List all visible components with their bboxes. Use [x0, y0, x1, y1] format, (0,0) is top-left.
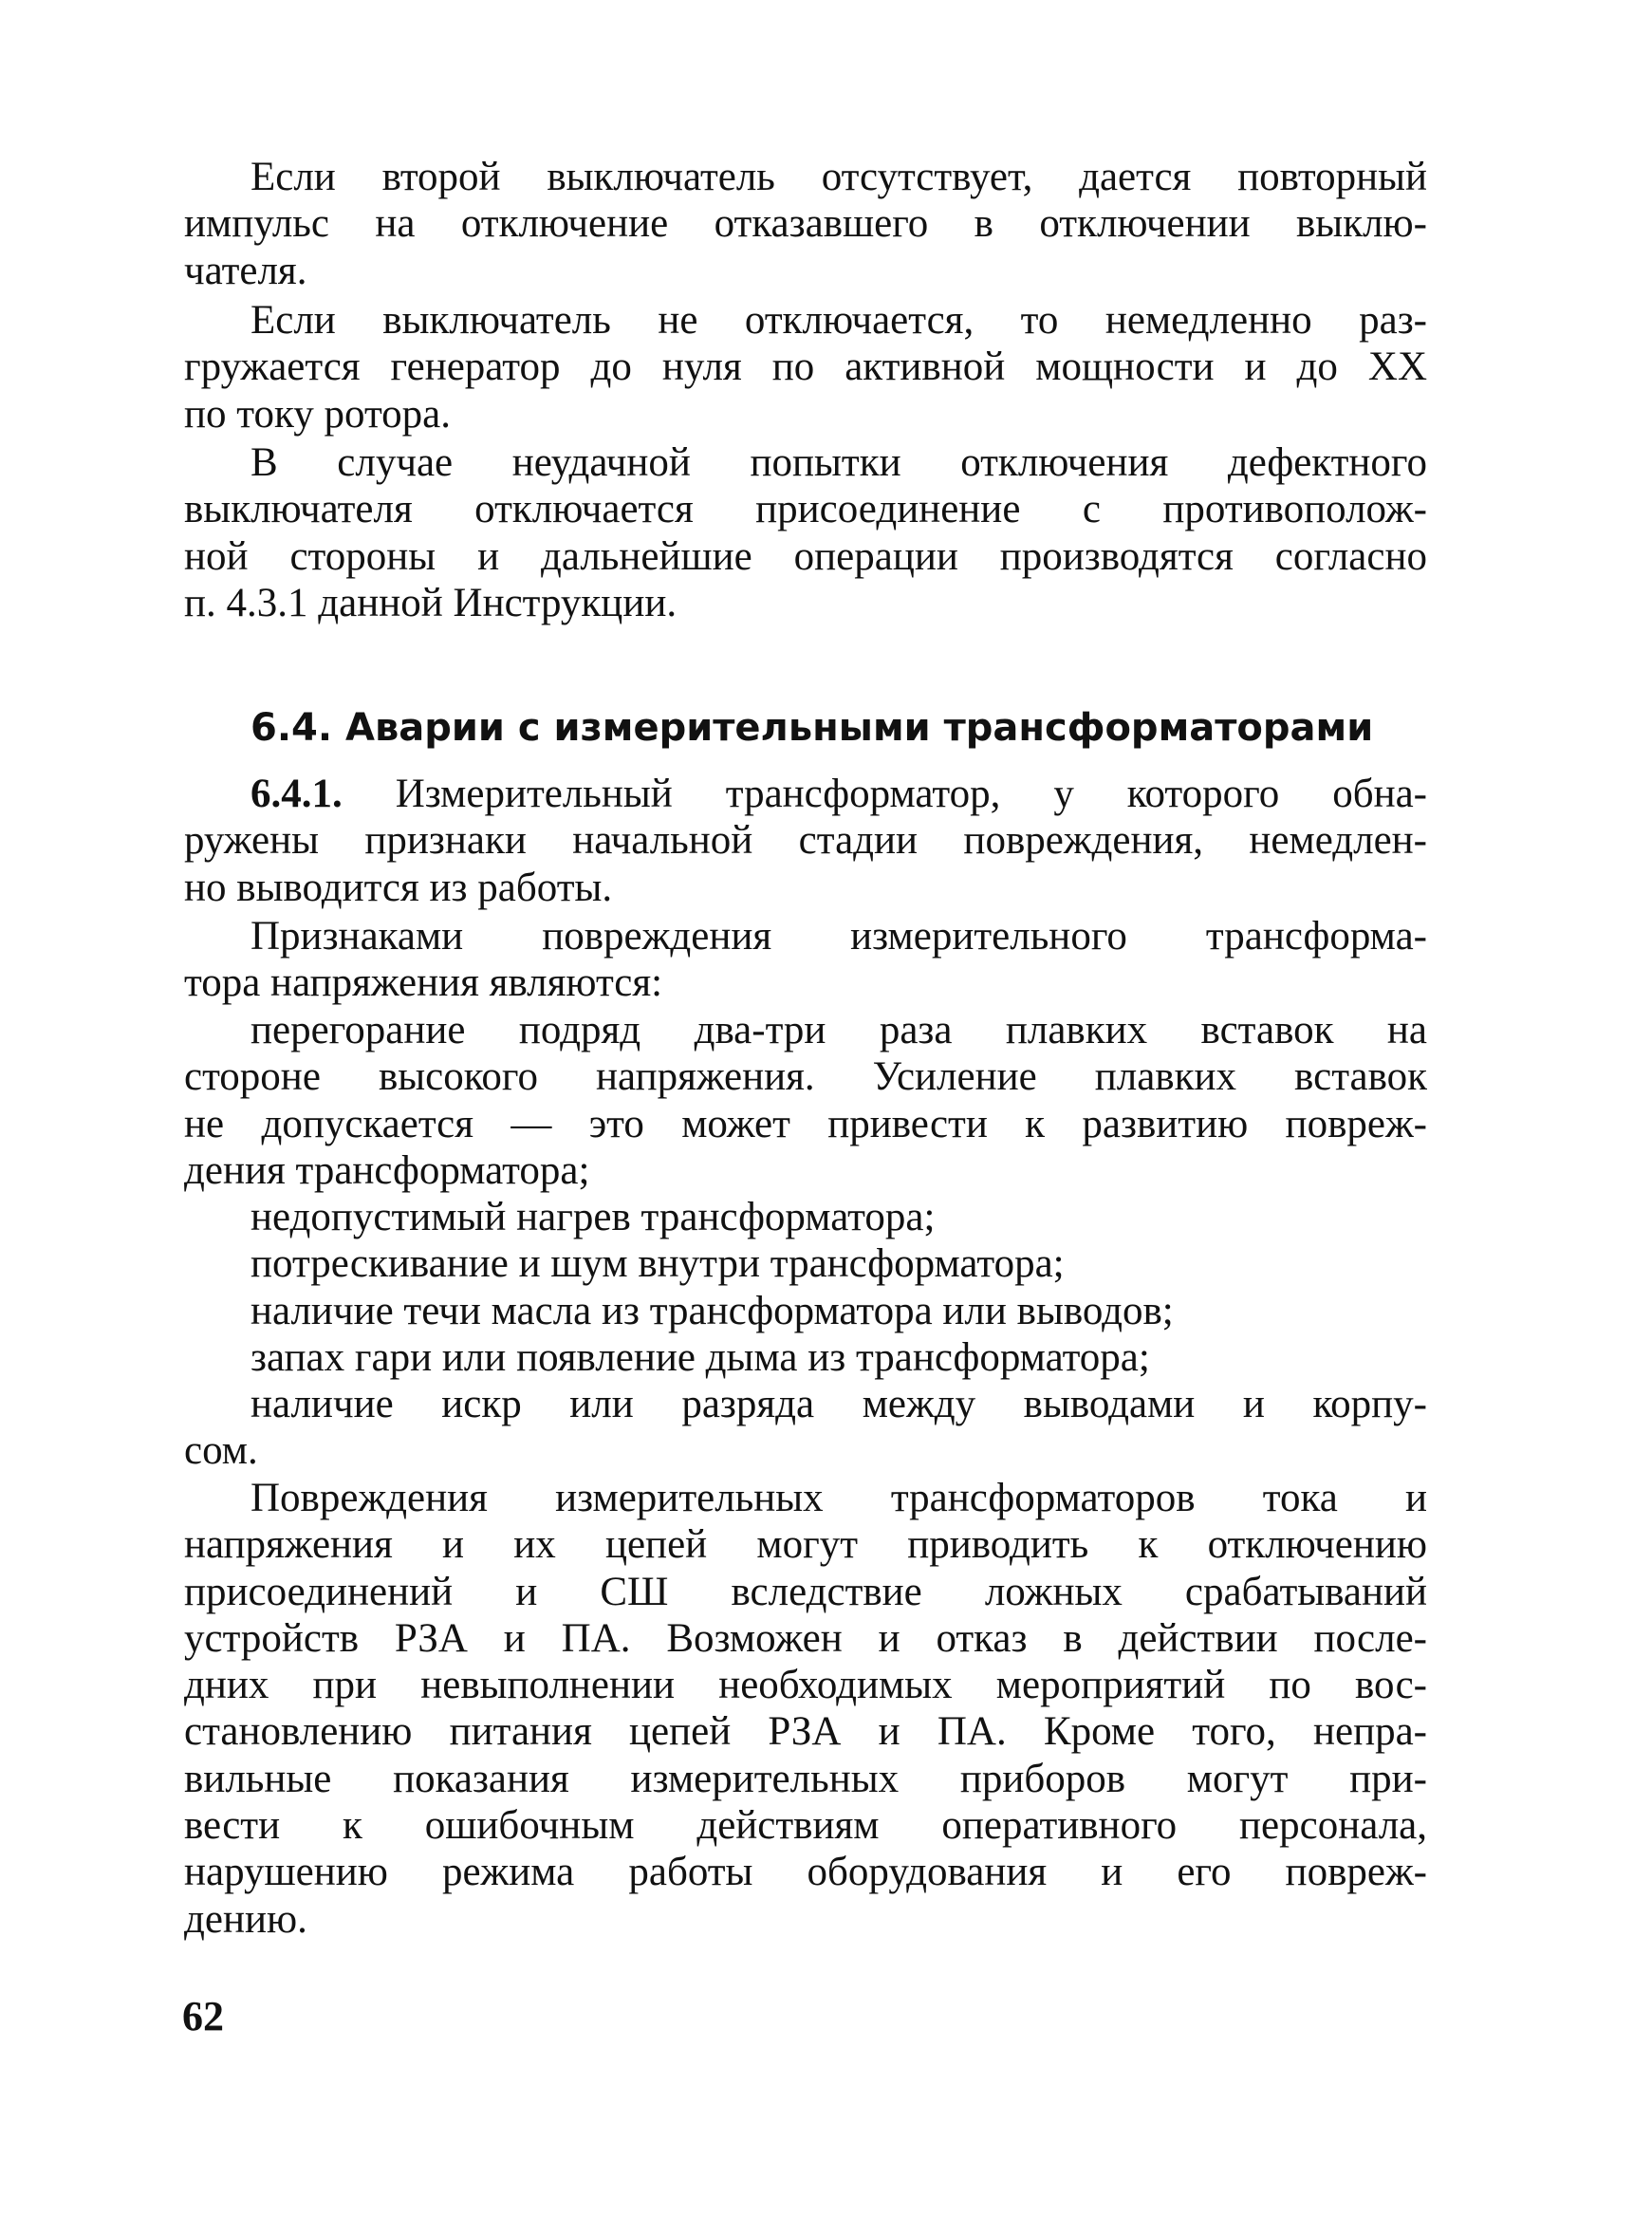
- paragraph-fuse-burnout: [184, 1007, 1427, 1194]
- text-line: Если второй выключатель отсутствует, дается повторный: [251, 155, 1427, 199]
- paragraph-breaker-not-tripping: [184, 297, 1427, 438]
- text-line: чателя.: [184, 248, 307, 293]
- text-line: Признаками повреждения измерительного трансформа-: [251, 914, 1427, 959]
- text-line: не допускается — это может привести к развитию повреж-: [184, 1101, 1427, 1146]
- text-line: становлению питания цепей РЗА и ПА. Кроме того, непра-: [184, 1709, 1427, 1755]
- list-item: запах гари или появление дыма из трансформатора;: [251, 1334, 1150, 1380]
- text-line: наличие искр или разряда между выводами и корпу-: [251, 1382, 1427, 1426]
- text-line: ной стороны и дальнейшие операции производятся согласно: [184, 533, 1427, 579]
- text-line: импульс на отключение отказавшего в отключении выклю-: [184, 201, 1427, 247]
- text-line: но выводится из работы.: [184, 865, 613, 910]
- text-line: дних при невыполнении необходимых мероприятий по вос-: [184, 1663, 1427, 1708]
- page-number: 62: [182, 1993, 224, 2039]
- text-line: стороне высокого напряжения. Усиление плавких вставок: [184, 1054, 1427, 1100]
- clause-number: 6.4.1.: [251, 772, 343, 816]
- text-line: дению.: [184, 1896, 307, 1942]
- text-line: напряжения и их цепей могут приводить к отключению: [184, 1522, 1427, 1568]
- paragraph-damage-signs: [184, 913, 1427, 1007]
- text-line: тора напряжения являются:: [184, 960, 663, 1006]
- list-item: недопустимый нагрев трансформатора;: [251, 1195, 936, 1239]
- text-line: Повреждения измерительных трансформаторов тока и: [251, 1476, 1427, 1520]
- text-line: гружается генератор до нуля по активной мощности и до XX: [184, 345, 1427, 390]
- paragraph-failed-attempt: [184, 439, 1427, 626]
- text-line: дения трансформатора;: [184, 1147, 590, 1193]
- list-item: потрескивание и шум внутри трансформатора;: [251, 1241, 1065, 1287]
- damage-signs-list: [184, 1194, 1427, 1381]
- text-line: п. 4.3.1 данной Инструкции.: [184, 580, 678, 625]
- text-line: по току ротора.: [184, 391, 452, 437]
- text-line: вильные показания измерительных приборов могут при-: [184, 1756, 1427, 1801]
- section-heading: 6.4. Аварии с измерительными трансформаторами: [251, 706, 1374, 750]
- text-line: сом.: [184, 1428, 258, 1474]
- paragraph-second-breaker-absent: [184, 154, 1427, 294]
- text-line-body: Измерительный трансформатор, у которого обна-: [342, 772, 1427, 816]
- text-line: устройств РЗА и ПА. Возможен и отказ в действии после-: [184, 1615, 1427, 1661]
- text-line: присоединений и СШ вследствие ложных срабатываний: [184, 1569, 1427, 1614]
- list-item: наличие течи масла из трансформатора или выводов;: [251, 1288, 1174, 1333]
- text-line: выключателя отключается присоединение с противополож-: [184, 487, 1427, 532]
- paragraph-sparks: [184, 1381, 1427, 1475]
- text-line: [184, 771, 1427, 817]
- text-line: вести к ошибочным действиям оперативного персонала,: [184, 1803, 1427, 1849]
- paragraph-6-4-1: [184, 771, 1427, 911]
- text-line: В случае неудачной попытки отключения дефектного: [251, 440, 1427, 485]
- text-line: ружены признаки начальной стадии повреждения, немедлен-: [184, 818, 1427, 864]
- text-line: нарушению режима работы оборудования и его повреж-: [184, 1850, 1427, 1895]
- text-line: Если выключатель не отключается, то немедленно раз-: [251, 298, 1427, 343]
- text-line: перегорание подряд два-три раза плавких вставок на: [251, 1008, 1427, 1052]
- paragraph-transformer-damage-effects: [184, 1475, 1427, 1943]
